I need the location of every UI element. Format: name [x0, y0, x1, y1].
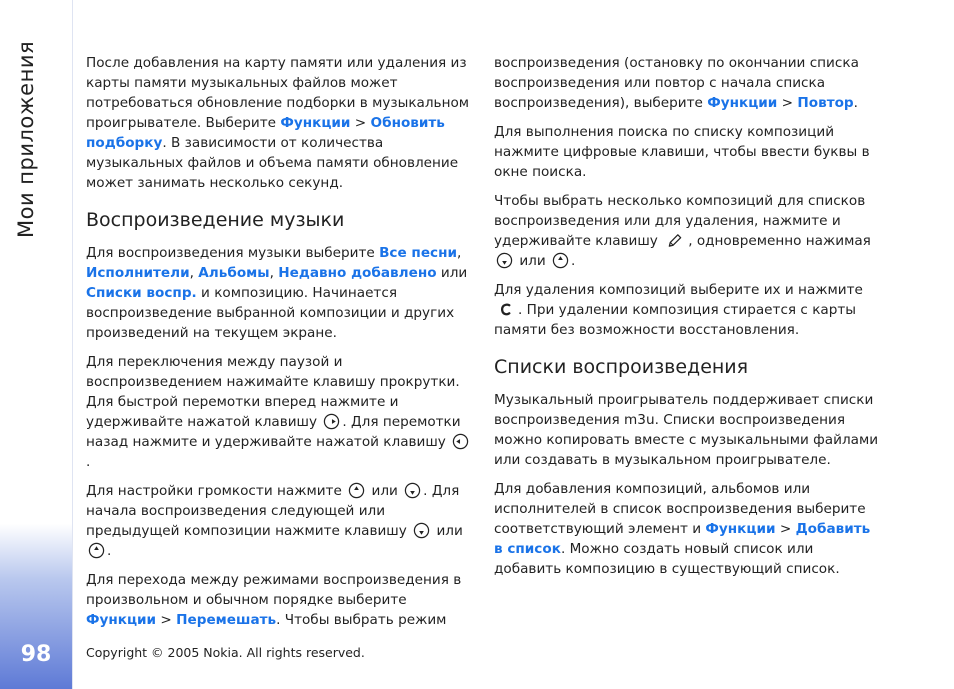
scroll-down-key-icon — [404, 482, 421, 499]
sidebar — [0, 0, 73, 689]
menu-recently-added-link[interactable]: Недавно добавлено — [278, 265, 437, 281]
paragraph-pause-seek: Для переключения между паузой и воспроизведением нажимайте клавишу прокрутки. Для быстрой перемотки вперед нажмите и удерживайте нажатой клавишу . Для перемотки назад нажмите и удерживайте нажатой клавишу . — [86, 352, 474, 472]
menu-functions-link[interactable]: Функции — [86, 612, 157, 628]
paragraph-repeat: воспроизведения (остановку по окончании списка воспроизведения или повтор с начала списка воспроизведения), выберите Функции > Повтор. — [494, 55, 859, 111]
edit-key-icon — [664, 232, 686, 249]
scroll-down-key-icon — [496, 252, 513, 269]
page-number: 98 — [20, 642, 52, 667]
scroll-up-key-icon — [348, 482, 365, 499]
left-column — [86, 53, 474, 639]
menu-playlists-link[interactable]: Списки воспр. — [86, 285, 197, 301]
menu-functions-link[interactable]: Функции — [707, 95, 778, 111]
paragraph-search: Для выполнения поиска по списку композиций нажмите цифровые клавиши, чтобы ввести буквы в окне поиска. — [494, 124, 870, 180]
right-column — [494, 53, 882, 588]
scroll-up-key-icon — [88, 542, 105, 559]
scroll-right-key-icon — [323, 413, 340, 430]
clear-key-icon — [496, 301, 516, 318]
menu-all-songs-link[interactable]: Все песни — [379, 245, 458, 261]
paragraph-play-music: Для воспроизведения музыки выберите Все песни, Исполнители, Альбомы, Недавно добавлено или Списки воспр. и композицию. Начинается воспроизведение выбранной композиции и других произведений на текущем экране. — [86, 245, 468, 341]
footer-copyright: Copyright © 2005 Nokia. All rights reserved. — [86, 645, 365, 660]
scroll-down-key-icon — [413, 522, 430, 539]
paragraph-volume: Для настройки громкости нажмите или . Для начала воспроизведения следующей или предыдущей композиции нажмите клавишу или . — [86, 483, 463, 559]
menu-artists-link[interactable]: Исполнители — [86, 265, 190, 281]
menu-functions-link[interactable]: Функции — [280, 115, 351, 131]
menu-add-to-list-link[interactable]: Добавить в список — [494, 521, 871, 557]
menu-functions-link[interactable]: Функции — [705, 521, 776, 537]
scroll-up-key-icon — [552, 252, 569, 269]
menu-albums-link[interactable]: Альбомы — [198, 265, 270, 281]
paragraph-multi-select: Чтобы выбрать несколько композиций для списков воспроизведения или для удаления, нажмите и удерживайте клавишу , одновременно нажимая или . — [494, 193, 871, 269]
heading-play-music: Воспроизведение музыки — [86, 209, 345, 231]
paragraph-update-library: После добавления на карту памяти или удаления из карты памяти музыкальных файлов может потребоваться обновление подборки в музыкальном проигрывателе. Выберите Функции > Обновить подборку. В зависимости от количества музыкальных файлов и объема памяти обновление может занимать несколько секунд. — [86, 55, 470, 191]
menu-update-library-link[interactable]: Обновить подборку — [86, 115, 445, 151]
paragraph-m3u: Музыкальный проигрыватель поддерживает списки воспроизведения m3u. Списки воспроизведения можно копировать вместе с музыкальными файлами или создавать в музыкальном проигрывателе. — [494, 392, 879, 468]
scroll-left-key-icon — [452, 433, 469, 450]
paragraph-delete: Для удаления композиций выберите их и нажмите . При удалении композиция стирается с карты памяти без возможности восстановления. — [494, 282, 863, 338]
paragraph-add-to-playlist: Для добавления композиций, альбомов или исполнителей в список воспроизведения выберите соответствующий элемент и Функции > Добавить в список. Можно создать новый список или добавить композицию в существующий список. — [494, 481, 871, 577]
menu-shuffle-link[interactable]: Перемешать — [176, 612, 277, 628]
paragraph-shuffle: Для перехода между режимами воспроизведения в произвольном и обычном порядке выберите Функции > Перемешать. Чтобы выбрать режим — [86, 572, 462, 628]
heading-playlists: Списки воспроизведения — [494, 356, 749, 378]
section-title: Мои приложения — [14, 40, 38, 238]
menu-repeat-link[interactable]: Повтор — [797, 95, 854, 111]
